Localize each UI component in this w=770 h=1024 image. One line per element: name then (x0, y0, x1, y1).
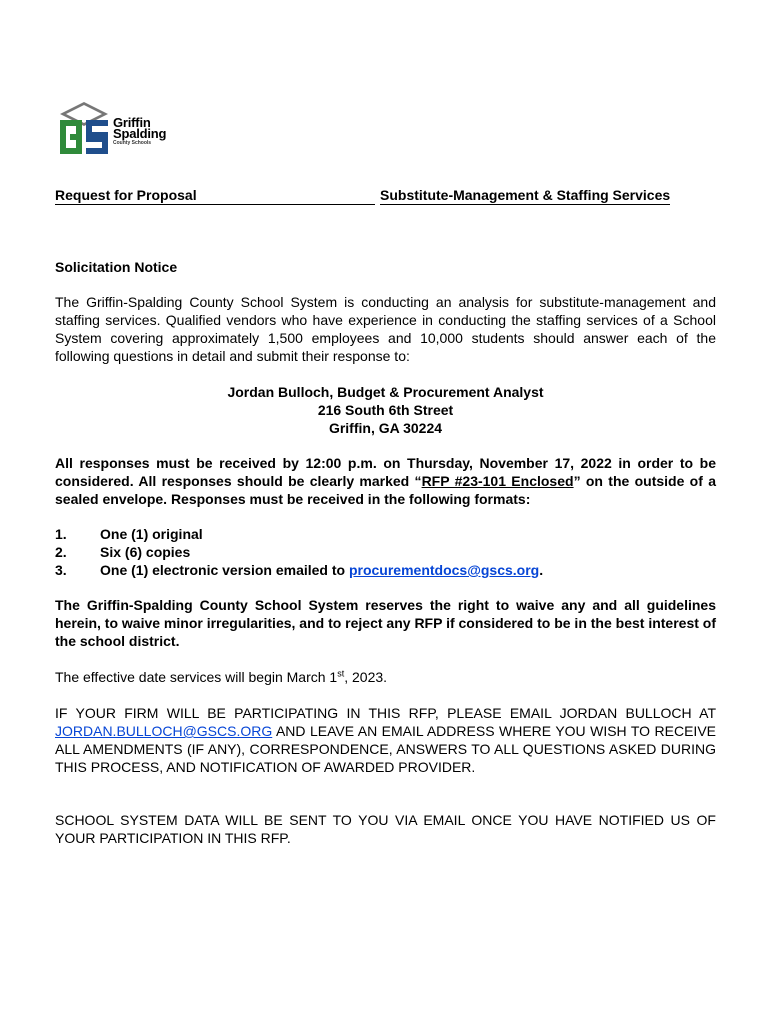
list-text: One (1) electronic version emailed to (100, 562, 349, 578)
logo-text-line1: Griffin (113, 115, 151, 130)
contact-name: Jordan Bulloch, Budget & Procurement Analyst (227, 384, 544, 400)
list-number: 1. (55, 526, 67, 542)
deadline-text-1: All responses must be received by 12:00 p.m. on Thursday, November 17, 2022 in order to be considered. All responses should be clearly marked “ (55, 455, 716, 489)
effective-sup: st (337, 668, 345, 679)
procurement-email-link[interactable]: procurementdocs@gscs.org (348, 562, 540, 578)
solicitation-body: The Griffin-Spalding County School System is conducting an analysis for substitute-management and staffing services. Qualified vendors who have experience in conducting the staffing services of a School System covering approximately 1,500 employees and 10,000 students should answer each of the following questions in detail and submit their response to: (55, 294, 716, 364)
contact-city: Griffin, GA 30224 (328, 420, 443, 436)
participate-text-1: IF YOUR FIRM WILL BE PARTICIPATING IN THIS RFP, PLEASE EMAIL JORDAN BULLOCH AT (55, 705, 716, 721)
list-item (55, 543, 716, 561)
contact-street: 216 South 6th Street (317, 402, 454, 418)
deadline-text-2: ” on the outside of a sealed envelope. Responses must be received in the following formats: (55, 473, 716, 507)
gscs-logo-icon (56, 100, 112, 158)
list-item (55, 525, 716, 543)
list-number: 3. (55, 562, 67, 578)
formats-list (55, 525, 716, 579)
contact-block (55, 383, 716, 437)
header-left: Request for Proposal (55, 186, 375, 205)
solicitation-heading: Solicitation Notice (55, 259, 178, 275)
header-right: Substitute-Management & Staffing Services (380, 187, 671, 203)
effective-date (55, 668, 716, 686)
jordan-email-link[interactable]: JORDAN.BULLOCH@GSCS.ORG (55, 723, 273, 739)
effective-text: The effective date services will begin March 1 (55, 669, 338, 685)
deadline-paragraph (55, 454, 716, 508)
participate-text-2: AND LEAVE AN EMAIL ADDRESS WHERE YOU WISH TO RECEIVE ALL AMENDMENTS (IF ANY), CORRESPONDENCE, ANSWERS TO ALL QUESTIONS ASKED DURING THIS PROCESS, AND NOTIFICATION OF AWARDED PROVIDER. (55, 723, 716, 775)
effective-year: , 2023. (344, 669, 388, 685)
list-item (55, 561, 716, 579)
list-number: 2. (55, 544, 67, 560)
list-end: . (539, 562, 544, 578)
district-logo (56, 100, 186, 158)
list-text: Six (6) copies (100, 544, 191, 560)
participate-paragraph (55, 704, 716, 776)
logo-text-line2: Spalding (113, 126, 167, 141)
logo-text-line3: County Schools (113, 140, 152, 146)
data-notice: SCHOOL SYSTEM DATA WILL BE SENT TO YOU VIA EMAIL ONCE YOU HAVE NOTIFIED US OF YOUR PARTICIPATION IN THIS RFP. (55, 812, 716, 846)
rfp-marking: RFP #23-101 Enclosed (421, 473, 574, 489)
list-text: One (1) original (100, 526, 203, 542)
reserve-paragraph: The Griffin-Spalding County School System reserves the right to waive any and all guidelines herein, to waive minor irregularities, and to reject any RFP if considered to be in the best interest of the school district. (55, 597, 717, 649)
